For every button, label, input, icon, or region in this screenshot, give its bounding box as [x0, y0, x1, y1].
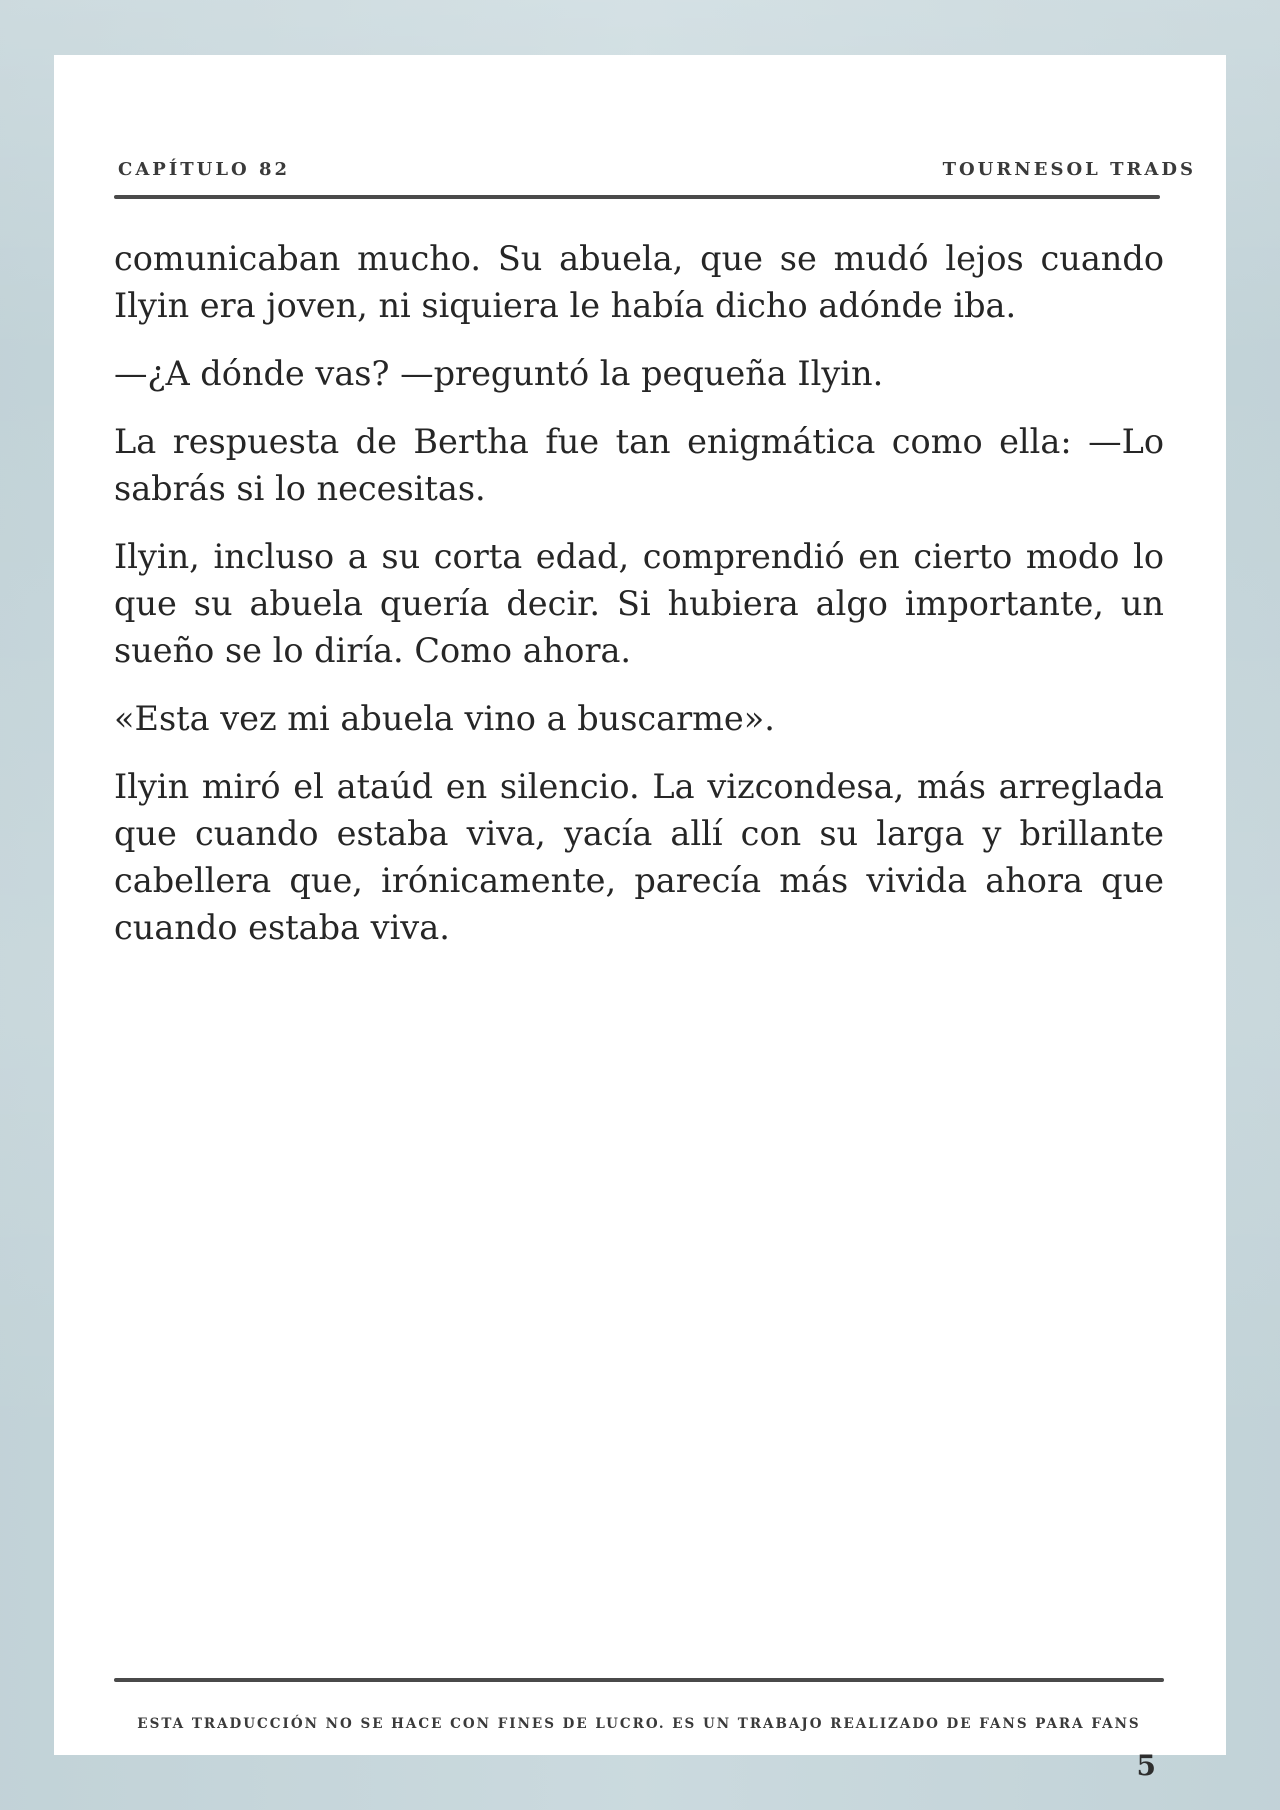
document-page [54, 55, 1226, 1782]
footer-disclaimer: ESTA TRADUCCIÓN NO SE HACE CON FINES DE LUCRO. ES UN TRABAJO REALIZADO DE FANS PARA FANS [137, 1716, 1141, 1732]
paragraph: Ilyin, incluso a su corta edad, comprendió en cierto modo lo que su abuela quería decir. Si hubiera algo importante, un sueño se lo diría. Como ahora. [114, 537, 1164, 670]
paragraph: —¿A dónde vas? —preguntó la pequeña Ilyin. [114, 354, 884, 393]
page-header [118, 159, 1196, 180]
paragraph: «Esta vez mi abuela vino a buscarme». [114, 699, 775, 738]
chapter-label: CAPÍTULO 82 [118, 159, 290, 180]
footer-divider [114, 1678, 1164, 1682]
paragraph: La respuesta de Bertha fue tan enigmática como ella: —Lo sabrás si lo necesitas. [114, 422, 1164, 508]
translator-label: TOURNESOL TRADS [942, 159, 1196, 180]
page-number: 5 [1136, 1749, 1156, 1782]
paragraph: Ilyin miró el ataúd en silencio. La vizcondesa, más arreglada que cuando estaba viva, yacía allí con su larga y brillante cabellera que, irónicamente, parecía más vivida ahora que cuando estaba viva. [114, 767, 1164, 947]
paragraph: comunicaban mucho. Su abuela, que se mudó lejos cuando Ilyin era joven, ni siquiera le había dicho adónde iba. [114, 239, 1164, 325]
body-text [114, 235, 1164, 972]
header-divider [114, 195, 1160, 199]
